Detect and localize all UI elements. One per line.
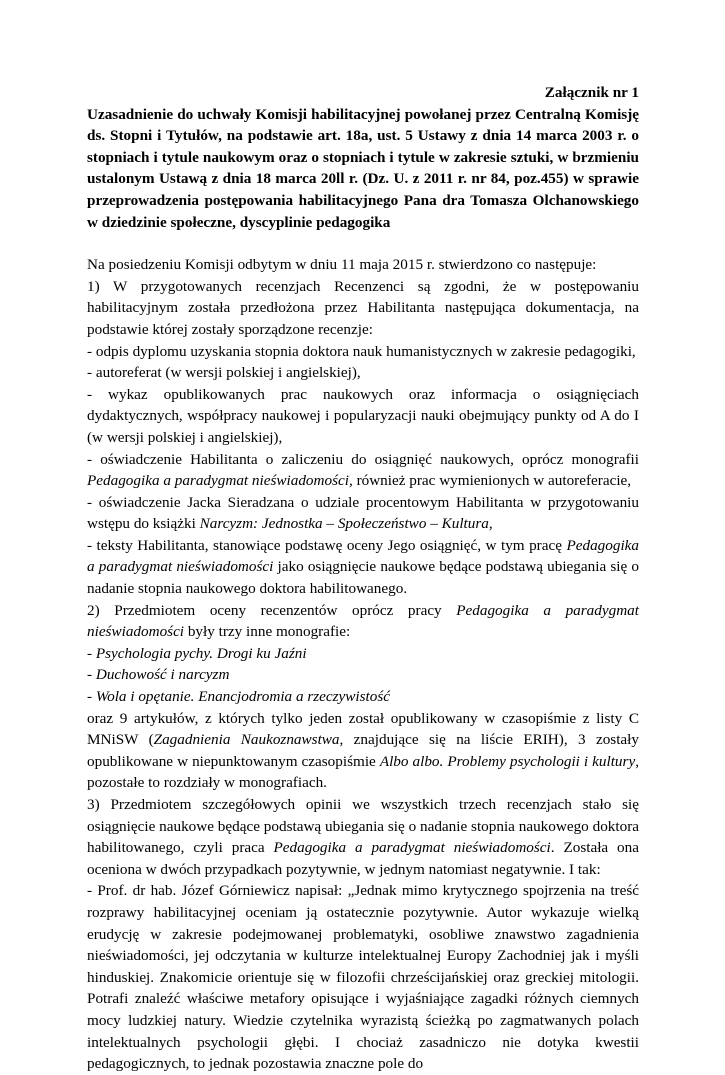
text-run: , również prac wymienionych w autoreferacie,	[348, 472, 632, 490]
reviewer-opinion-paragraph: - Prof. dr hab. Józef Górniewicz napisał: „Jednak mimo krytycznego spojrzenia na treść rozprawy habilitacyjnej oceniam ją ostatecznie pozytywnie. Autor wykazuje wielką erudycję w zakresie podejmowanej problematyki, osobliwe znawstwo zagadnienia nieświadomości, jej odczytania w kulturze intelektualnej Europy Zachodniej jak i myśli hinduskiej. Znakomicie orientuje się w filozofii chrześcijańskiej oraz greckiej mitologii. Potrafi znaleźć właściwe metafory opisujące i wyjaśniające zagadki różnych ciemnych mocy ludzkiej natury. Wiedzie czytelnika wyrazistą ścieżką po zagmatwanych polach intelektualnych psychologii głębi. I chociaż zasadniczo nie dotyka kwestii pedagogicznych, to jednak pozostawia znaczne pole do	[87, 882, 639, 1073]
point-3-paragraph	[87, 794, 639, 880]
document-item-autoreferat: - autoreferat (w wersji polskiej i angielskiej),	[87, 364, 361, 382]
document-item-diploma: - odpis dyplomu uzyskania stopnia doktora nauk humanistycznych w zakresie pedagogiki,	[87, 342, 636, 360]
spacer	[87, 233, 639, 254]
articles-paragraph	[87, 708, 639, 794]
text-run: 2) Przedmiotem oceny recenzentów oprócz pracy	[87, 601, 457, 619]
document-item-statement	[87, 449, 639, 492]
resolution-heading: Uzasadnienie do uchwały Komisji habilitacyjnej powołanej przez Centralną Komisję ds. Stopni i Tytułów, na podstawie art. 18a, ust. 5 Ustawy z dnia 14 marca 2003 r. o stopniach i tytule naukowym oraz o stopniach i tytule w zakresie sztuki, w brzmieniu ustalonym Ustawą z dnia 18 marca 20ll r. (Dz. U. z 2011 r. nr 84, poz.455) w sprawie przeprowadzenia postępowania habilitacyjnego Pana dra Tomasza Olchanowskiego w dziedzinie społeczne, dyscyplinie pedagogika	[87, 105, 639, 231]
text-run: były trzy inne monografie:	[184, 623, 351, 641]
monograph-item: - Wola i opętanie. Enancjodromia a rzeczywistość	[87, 688, 391, 706]
text-run: - teksty Habilitanta, stanowiące podstawę oceny Jego osiągnięć, w tym pracę	[87, 536, 567, 554]
text-run: 3) Przedmiotem szczegółowych opinii we wszystkich trzech recenzjach stało się osiągnięcie naukowe będące podstawą ubiegania się o nadanie stopnia naukowego doktora habilitowanego, czyli praca	[87, 796, 639, 857]
work-title: Narcyzm: Jednostka – Społeczeństwo – Kultura	[199, 515, 489, 533]
work-title: Pedagogika a paradygmat nieświadomości	[87, 472, 349, 490]
text-run: , znajdujące się na liście ERIH), 3 zostały opublikowane w niepunktowanym czasopiśmie	[87, 731, 639, 770]
point-2-paragraph	[87, 600, 639, 643]
text-run: ,	[488, 515, 493, 533]
work-title: Pedagogika a paradygmat nieświadomości	[87, 601, 639, 641]
text-run: - oświadczenie Habilitanta o zaliczeniu do osiągnięć naukowych, oprócz monografii	[87, 450, 639, 468]
document-item-texts	[87, 535, 639, 600]
document-item-publication-list: - wykaz opublikowanych prac naukowych oraz informacja o osiągnięciach dydaktycznych, współpracy naukowej i popularyzacji nauki obejmujący punkty od A do I (w wersji polskiej i angielskiej),	[87, 385, 639, 446]
text-run: jako osiągnięcie naukowe będące podstawą ubiegania się o nadanie stopnia naukowego doktora habilitowanego.	[87, 558, 639, 598]
monograph-item: - Psychologia pychy. Drogi ku Jaźni	[87, 644, 307, 662]
text-run: , pozostałe to rozdziały w monografiach.	[87, 752, 639, 792]
monograph-item: - Duchowość i narcyzm	[87, 666, 230, 684]
text-run: . Została ona oceniona w dwóch przypadkach pozytywnie, w jednym natomiast negatywnie. I tak:	[87, 839, 639, 878]
work-title: Pedagogika a paradygmat nieświadomości	[273, 839, 551, 857]
work-title: Pedagogika a paradygmat nieświadomości	[87, 536, 639, 576]
document-body	[87, 82, 639, 1075]
intro-paragraph: Na posiedzeniu Komisji odbytym w dniu 11 maja 2015 r. stwierdzono co następuje:	[87, 256, 597, 274]
journal-title: Zagadnienia Naukoznawstwa	[153, 731, 340, 749]
text-run: - oświadczenie Jacka Sieradzana o udziale procentowym Habilitanta w przygotowaniu wstępu do książki	[87, 493, 639, 533]
journal-title: Albo albo. Problemy psychologii i kultury	[379, 752, 636, 770]
point-1-paragraph: 1) W przygotowanych recenzjach Recenzenci są zgodni, że w postępowaniu habilitacyjnym została przedłożona przez Habilitanta następująca dokumentacja, na podstawie której zostały sporządzone recenzje:	[87, 277, 639, 338]
annex-label: Załącznik nr 1	[544, 84, 639, 101]
text-run: oraz 9 artykułów, z których tylko jeden został opublikowany w czasopiśmie z listy C MNiSW (	[87, 709, 639, 749]
document-item-coauthor-statement	[87, 492, 639, 535]
